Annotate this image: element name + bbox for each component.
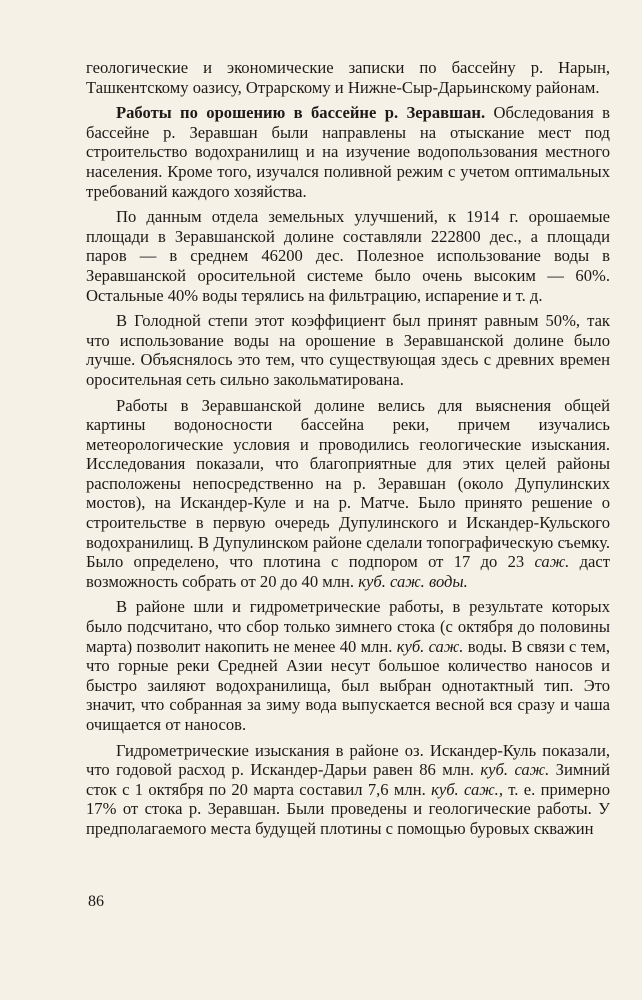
section-heading: Работы по орошению в бассейне р. Зеравшан.	[116, 103, 486, 123]
text-run: Зимний сток с 1 октября по 20 марта составил 7,6 млн.	[86, 760, 611, 799]
italic-unit: куб. саж.	[396, 636, 464, 656]
text-run: геологические и экономические записки по бассейну р. Нарын, Ташкентскому оазису, Отрарскому и Нижне-Сыр-Дарьинскому районам.	[86, 58, 610, 97]
italic-unit: куб. саж.,	[431, 779, 503, 799]
paragraph	[86, 396, 610, 592]
italic-unit: куб. саж.	[480, 760, 550, 780]
page-number: 86	[88, 893, 104, 910]
text-run: В районе шли и гидрометрические работы, в результате которых было подсчитано, что сбор только зимнего стока (с октября до половины марта) позволит накопить не менее 40 млн.	[86, 597, 610, 656]
paragraph	[86, 597, 610, 734]
italic-unit: саж.	[534, 552, 570, 572]
text-run: В Голодной степи этот коэффициент был принят равным 50%, так что использование воды на орошение в Зеравшанской долине было лучше. Объяснялось это тем, что существующая здесь с древних времен оросительная сеть сильно закольматирована.	[86, 311, 610, 389]
paragraph	[86, 741, 610, 839]
paragraph	[86, 207, 610, 305]
italic-unit: куб. саж. воды.	[358, 571, 468, 591]
text-run: даст возможность собрать от 20 до 40 млн.	[86, 552, 611, 591]
text-run: Гидрометрические изыскания в районе оз. Искандер-Куль показали, что годовой расход р. Искандер-Дарьи равен 86 млн.	[86, 740, 610, 780]
paragraph	[86, 58, 610, 97]
paragraph	[86, 311, 610, 389]
text-run: воды. В связи с тем, что горные реки Средней Азии несут большое количество наносов и быстро заиляют водохранилища, был выбран однотактный тип. Это значит, что собранная за зиму вода выпускается весной вся сразу и чаша очищается от наносов.	[86, 636, 610, 734]
text-run: По данным отдела земельных улучшений, к 1914 г. орошаемые площади в Зеравшанской долине составляли 222800 дес., а площади паров — в среднем 46200 дес. Полезное использование воды в Зеравшанской оросительной системе было очень высоким — 60%. Остальные 40% воды терялись на фильтрацию, испарение и т. д.	[86, 207, 610, 305]
text-run: Работы в Зеравшанской долине велись для выяснения общей картины водоносности бассейна реки, причем изучались метеорологические условия и проводились геологические изыскания. Исследования показали, что благоприятные для этих целей районы расположены непосредственно на р. Зеравшан (около Дупулинских мостов), на Искандер-Куле и на р. Матче. Было принято решение о строительстве в первую очередь Дупулинского и Искандер-Кульского водохранилищ. В Дупулинском районе сделали топографическую съемку. Было определено, что плотина с подпором от 17 до 23	[86, 395, 610, 572]
text-run: т. е. примерно 17% от стока р. Зеравшан. Были проведены и геологические работы. У предполагаемого места будущей плотины с помощью буровых скважин	[86, 779, 611, 838]
text-run: Обследования в бассейне р. Зеравшан были направлены на отыскание мест под строительство водохранилищ и на изучение водопользования местного населения. Кроме того, изучался поливной режим с учетом оптимальных требований каждого хозяйства.	[86, 103, 610, 201]
page-text	[86, 58, 610, 845]
paragraph	[86, 103, 610, 201]
